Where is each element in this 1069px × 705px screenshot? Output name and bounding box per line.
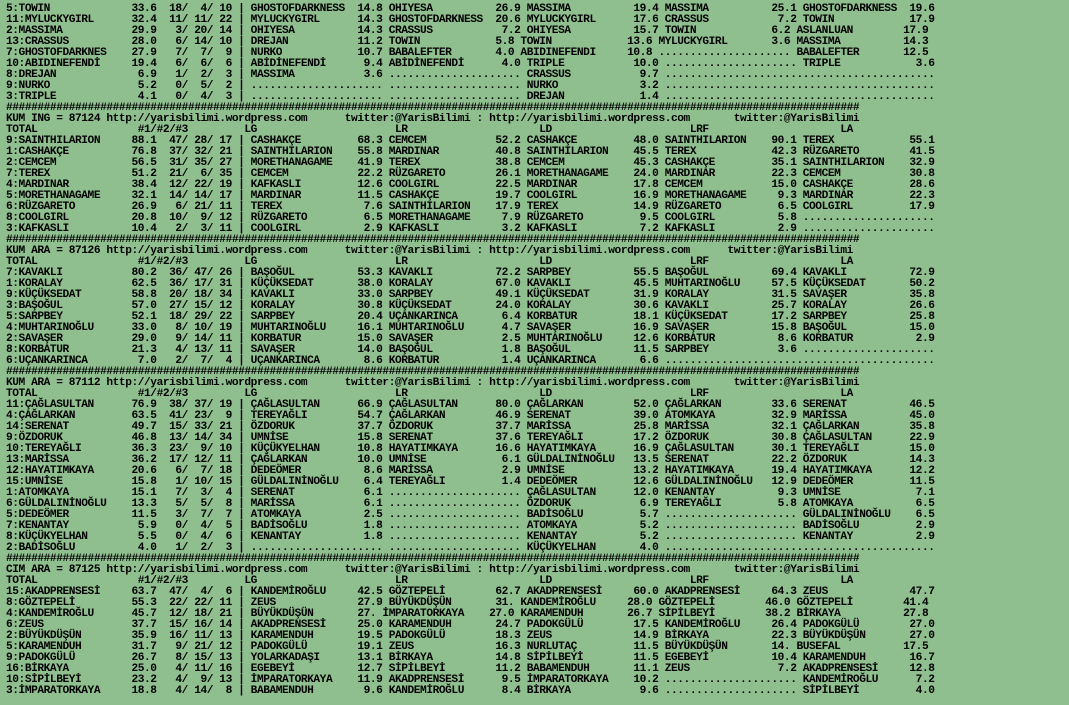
data-row: 6:ZEUS 37.7 15/ 16/ 14 | AKADPRENSESİ 25.0 KARAMENDUH 24.7 PADOKGÜLÜ 17.5 KANDEMİROĞLU 26.4 PADOKGÜLÜ 27.0 bbox=[6, 619, 935, 631]
data-row: 3:KAFKASLI 10.4 2/ 3/ 11 | COOLGIRL 2.9 KAFKASLI 3.2 KAFKASLI 7.2 KAFKASLI 2.9 ..................... bbox=[6, 223, 935, 235]
section-separator: ######################################################################################################################################## bbox=[6, 366, 860, 378]
data-row: 9:PADOKGÜLÜ 26.7 8/ 15/ 13 | YOLARKADAŞI 13.1 BİRKAYA 14.8 SİPİLBEYİ 11.5 EGEBEYİ 10.4 KARAMENDUH 16.7 bbox=[6, 652, 935, 664]
data-row: 1:ATOMKAYA 15.1 7/ 3/ 4 | SERENAT 6.1 ..................... ÇAĞLASULTAN 12.0 KENANTAY 9.3 UMNİSE 7.1 bbox=[6, 487, 935, 499]
data-row: 8:KÜÇÜKYELHAN 5.5 0/ 4/ 6 | KENANTAY 1.8 ..................... KENANTAY 5.2 ..................... KENANTAY 2.9 bbox=[6, 531, 935, 543]
column-header-row: TOTAL #1/#2/#3 LG LR LD LRF LA bbox=[6, 388, 853, 400]
data-row: 4:KANDEMİROĞLU 45.7 12/ 18/ 21 | BÜYÜKDÜŞÜN 27. İMPARATORKAYA 27.0 KARAMENDUH 26.7 SİPİLBEYİ 38.2 BİRKAYA 27.8 bbox=[6, 608, 929, 620]
data-row: 1:KORALAY 62.5 36/ 17/ 31 | KÜÇÜKSEDAT 38.0 KORALAY 67.0 KAVAKLI 45.5 MUHTARINOĞLU 57.5 KÜÇÜKSEDAT 50.2 bbox=[6, 278, 935, 290]
data-row: 1:CASHAKÇE 76.8 37/ 32/ 21 | SAINTHILARION 55.8 MARDINAR 40.8 SAINTHILARION 45.5 TEREX 42.3 RÜZGARETO 41.5 bbox=[6, 146, 935, 158]
data-row: 6:RÜZGARETO 26.9 6/ 21/ 11 | TEREX 7.6 SAINTHILARION 17.9 TEREX 14.9 RÜZGARETO 6.5 COOLGIRL 17.9 bbox=[6, 201, 935, 213]
data-row: 9:SAINTHILARION 88.1 47/ 28/ 17 | CASHAKÇE 68.3 CEMCEM 52.2 CASHAKÇE 48.0 SAINTHILARION 90.1 TEREX 55.1 bbox=[6, 135, 935, 147]
race-header-line: KUM ARA = 87112 http://yarisbilimi.wordpress.com twitter:@YarisBilimi : http://yarisbilimi.wordpress.com twitter:@YarisBilimi bbox=[6, 377, 860, 389]
data-row: 5:TOWIN 33.6 18/ 4/ 10 | GHOSTOFDARKNESS 14.8 OHIYESA 26.9 MASSIMA 19.4 MASSIMA 25.1 GHOSTOFDARKNESS 19.6 bbox=[6, 3, 935, 15]
data-row: 15:AKADPRENSESİ 63.7 47/ 4/ 6 | KANDEMİROĞLU 42.5 GÖZTEPELİ 62.7 AKADPRENSESİ 60.0 AKADPRENSESİ 64.3 ZEUS 47.7 bbox=[6, 586, 935, 598]
data-row: 8:DREJAN 6.9 1/ 2/ 3 | MASSIMA 3.6 ..................... CRASSUS 9.7 ........................................... bbox=[6, 69, 935, 81]
data-row: 8:COOLGIRL 20.8 10/ 9/ 12 | RÜZGARETO 6.5 MORETHANAGAME 7.9 RÜZGARETO 9.5 COOLGIRL 5.8 ..................... bbox=[6, 212, 935, 224]
data-row: 2:SAVAŞER 29.0 9/ 14/ 11 | KORBATUR 15.0 SAVAŞER 2.5 MUHTARINOĞLU 12.6 KORBATUR 8.6 KORBATUR 2.9 bbox=[6, 333, 935, 345]
data-row: 16:BİRKAYA 25.0 4/ 11/ 16 | EGEBEYİ 12.7 SİPİLBEYİ 11.2 BABAMENDUH 11.1 ZEUS 7.2 AKADPRENSESİ 12.8 bbox=[6, 663, 935, 675]
race-header-line: CIM ARA = 87125 http://yarisbilimi.wordpress.com twitter:@YarisBilimi : http://yarisbilimi.wordpress.com twitter:@YarisBilimi bbox=[6, 564, 860, 576]
data-row: 9:KÜÇÜKSEDAT 58.8 20/ 18/ 34 | KAVAKLI 33.0 SARPBEY 49.1 KÜÇÜKSEDAT 31.9 KORALAY 31.5 SAVAŞER 35.8 bbox=[6, 289, 935, 301]
data-row: 3:İMPARATORKAYA 18.8 4/ 14/ 8 | BABAMENDUH 9.6 KANDEMİROĞLU 8.4 BİRKAYA 9.6 ..................... SİPİLBEYİ 4.0 bbox=[6, 685, 935, 697]
data-row: 13:CRASSUS 28.0 6/ 14/ 10 | DREJAN 11.2 TOWIN 5.8 TOWIN 13.6 MYLUCKYGIRL 3.6 MASSIMA 14.3 bbox=[6, 36, 929, 48]
data-row: 6:UÇANKARINCA 7.0 2/ 7/ 4 | UÇANKARINCA 8.6 KORBATUR 1.4 UÇANKARINCA 6.6 ........................................... bbox=[6, 355, 935, 367]
data-row: 7:KAVAKLI 80.2 36/ 47/ 26 | BAŞOĞUL 53.3 KAVAKLI 72.2 SARPBEY 55.5 BAŞOĞUL 69.4 KAVAKLI 72.9 bbox=[6, 267, 935, 279]
data-row: 2:CEMCEM 56.5 31/ 35/ 27 | MORETHANAGAME 41.9 TEREX 38.8 CEMCEM 45.3 CASHAKÇE 35.1 SAINTHILARION 32.9 bbox=[6, 157, 935, 169]
data-row: 11:ÇAĞLASULTAN 76.9 38/ 37/ 19 | ÇAĞLASULTAN 66.9 ÇAĞLASULTAN 80.0 ÇAĞLARKAN 52.0 ÇAĞLARKAN 33.6 SERENAT 46.5 bbox=[6, 399, 935, 411]
data-row: 6:GÜLDALINİNOĞLU 13.3 5/ 5/ 8 | MARİSSA 6.1 ..................... ÖZDORUK 6.9 TEREYAĞLI 5.8 ATOMKAYA 6.5 bbox=[6, 498, 935, 510]
data-row: 2:BÜYÜKDÜŞÜN 35.9 16/ 11/ 13 | KARAMENDUH 19.5 PADOKGÜLÜ 18.3 ZEUS 14.9 BİRKAYA 22.3 BÜYÜKDÜŞÜN 27.0 bbox=[6, 630, 935, 642]
data-row: 7:TEREX 51.2 21/ 6/ 35 | CEMCEM 22.2 RÜZGARETO 26.1 MORETHANAGAME 24.0 MARDINAR 22.3 CEMCEM 30.8 bbox=[6, 168, 935, 180]
column-header-row: TOTAL #1/#2/#3 LG LR LD LRF LA bbox=[6, 124, 853, 136]
section-separator: ######################################################################################################################################## bbox=[6, 102, 860, 114]
data-row: 10:ABIDINEFENDİ 19.4 6/ 6/ 6 | ABİDİNEFENDİ 9.4 ABİDİNEFENDİ 4.0 TRIPLE 10.0 ..................... TRIPLE 3.6 bbox=[6, 58, 935, 70]
data-row: 10:SİPİLBEYİ 23.2 4/ 9/ 13 | İMPARATORKAYA 11.9 AKADPRENSESİ 9.5 İMPARATORKAYA 10.2 ..................... KANDEMİROĞLU 7.2 bbox=[6, 674, 935, 686]
data-row: 2:MASSIMA 29.9 3/ 20/ 14 | OHIYESA 14.3 CRASSUS 7.2 OHIYESA 15.7 TOWIN 6.2 ASLANLUAN 17.9 bbox=[6, 25, 929, 37]
data-row: 4:ÇAĞLARKAN 63.5 41/ 23/ 9 | TEREYAĞLI 54.7 ÇAĞLARKAN 46.9 SERENAT 39.0 ATOMKAYA 32.9 MARİSSA 45.0 bbox=[6, 410, 935, 422]
data-row: 9:NURKO 5.2 0/ 5/ 2 | ..................... ..................... NURKO 3.2 ........................................... bbox=[6, 80, 935, 92]
data-row: 3:BAŞOĞUL 57.0 27/ 15/ 12 | KORALAY 30.8 KÜÇÜKSEDAT 24.0 KORALAY 30.6 KAVAKLI 25.7 KORALAY 26.6 bbox=[6, 300, 935, 312]
data-row: 5:DEDEÖMER 11.5 3/ 7/ 7 | ATOMKAYA 2.5 ..................... BADİSOĞLU 5.7 ..................... GÜLDALINİNOĞLU 6.5 bbox=[6, 509, 935, 521]
race-header-line: KUM ARA = 87126 http://yarisbilimi.wordpress.com twitter:@YarisBilimi : http://yarisbilimi.wordpress.com twitter:@YarisBilimi bbox=[6, 245, 853, 257]
data-row: 2:BADİSOĞLU 4.0 1/ 2/ 3 | ..................... ..................... KÜÇÜKYELHAN 4.0 ........................................... bbox=[6, 542, 935, 554]
data-row: 8:KORBATUR 21.3 4/ 13/ 11 | SAVAŞER 14.0 BAŞOĞUL 1.8 BAŞOĞUL 11.5 SARPBEY 3.6 ..................... bbox=[6, 344, 935, 356]
data-row: 5:KARAMENDUH 31.7 9/ 21/ 12 | PADOKGÜLÜ 19.1 ZEUS 16.3 NURLUTAÇ 11.5 BÜYÜKDÜŞÜN 14. BUSEFAL 17.5 bbox=[6, 641, 929, 653]
data-row: 13:MARİSSA 36.2 17/ 12/ 11 | ÇAĞLARKAN 10.0 UMNİSE 6.1 GÜLDALINİNOĞLU 13.5 SERENAT 22.2 ÖZDORUK 14.3 bbox=[6, 454, 935, 466]
race-header-line: KUM ING = 87124 http://yarisbilimi.wordpress.com twitter:@YarisBilimi : http://yarisbilimi.wordpress.com twitter:@YarisBilimi bbox=[6, 113, 860, 125]
data-row: 11:MYLUCKYGIRL 32.4 11/ 11/ 22 | MYLUCKYGIRL 14.3 GHOSTOFDARKNESS 20.6 MYLUCKYGIRL 17.6 CRASSUS 7.2 TOWIN 17.9 bbox=[6, 14, 935, 26]
data-row: 15:UMNİSE 15.8 1/ 10/ 15 | GÜLDALINİNOĞLU 6.4 TEREYAĞLI 1.4 DEDEÖMER 12.6 GÜLDALINİNOĞLU 12.9 DEDEÖMER 11.5 bbox=[6, 476, 935, 488]
data-row: 5:SARPBEY 52.1 18/ 29/ 22 | SARPBEY 20.4 UÇANKARINCA 6.4 KORBATUR 18.1 KÜÇÜKSEDAT 17.2 SARPBEY 25.8 bbox=[6, 311, 935, 323]
data-row: 4:MUHTARINOĞLU 33.0 8/ 10/ 19 | MUHTARINOĞLU 16.1 MUHTARINOĞLU 4.7 SAVAŞER 16.9 SAVAŞER 15.8 BAŞOĞUL 15.0 bbox=[6, 322, 935, 334]
data-row: 8:GÖZTEPELİ 55.3 22/ 22/ 11 | ZEUS 27.9 BÜYÜKDÜŞÜN 31. KANDEMİROĞLU 28.0 GÖZTEPELİ 46.0 GÖZTEPELİ 41.4 bbox=[6, 597, 929, 609]
section-separator: ######################################################################################################################################## bbox=[6, 234, 860, 246]
data-row: 10:TEREYAĞLI 36.3 23/ 9/ 10 | KÜÇÜKYELHAN 10.8 HAYATIMKAYA 16.6 HAYATIMKAYA 16.9 ÇAĞLASULTAN 30.1 TEREYAĞLI 15.0 bbox=[6, 443, 935, 455]
column-header-row: TOTAL #1/#2/#3 LG LR LD LRF LA bbox=[6, 575, 853, 587]
data-row: 7:GHOSTOFDARKNES 27.9 7/ 7/ 9 | NURKO 10.7 BABALEFTER 4.0 ABIDINEFENDI 10.8 ..................... BABALEFTER 12.5 bbox=[6, 47, 929, 59]
data-row: 9:ÖZDORUK 46.8 13/ 14/ 34 | UMNİSE 15.8 SERENAT 37.6 TEREYAĞLI 17.2 ÖZDORUK 30.8 ÇAĞLASULTAN 22.9 bbox=[6, 432, 935, 444]
data-row: 3:TRIPLE 4.1 0/ 4/ 3 | ..................... ..................... DREJAN 1.4 ........................................... bbox=[6, 91, 935, 103]
data-row: 5:MORETHANAGAME 32.1 14/ 14/ 17 | MARDINAR 11.5 CASHAKÇE 19.7 COOLGIRL 16.9 MORETHANAGAME 9.3 MARDINAR 22.3 bbox=[6, 190, 935, 202]
section-separator: ######################################################################################################################################## bbox=[6, 553, 860, 565]
data-row: 4:MARDINAR 38.4 12/ 22/ 19 | KAFKASLI 12.6 COOLGIRL 22.5 MARDINAR 17.8 CEMCEM 15.0 CASHAKÇE 28.6 bbox=[6, 179, 935, 191]
column-header-row: TOTAL #1/#2/#3 LG LR LD LRF LA bbox=[6, 256, 853, 268]
data-row: 12:HAYATIMKAYA 20.6 6/ 7/ 18 | DEDEÖMER 8.6 MARİSSA 2.9 UMNİSE 13.2 HAYATIMKAYA 19.4 HAYATIMKAYA 12.2 bbox=[6, 465, 935, 477]
data-row: 7:KENANTAY 5.9 0/ 4/ 5 | BADİSOĞLU 1.8 ..................... ATOMKAYA 5.2 ..................... BADİSOĞLU 2.9 bbox=[6, 520, 935, 532]
data-row: 14:SERENAT 49.7 15/ 33/ 21 | ÖZDORUK 37.7 ÖZDORUK 37.7 MARİSSA 25.8 MARİSSA 32.1 ÇAĞLARKAN 35.8 bbox=[6, 421, 935, 433]
